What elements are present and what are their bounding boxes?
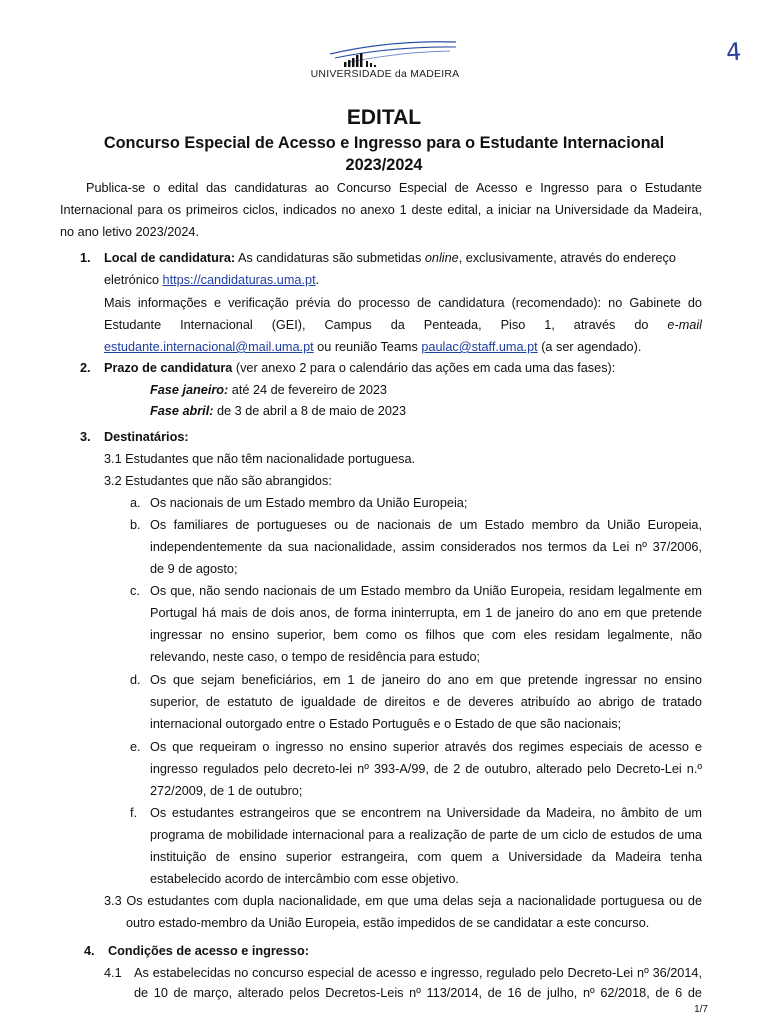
section-1-line-2: eletrónico https://candidaturas.uma.pt. <box>104 273 320 287</box>
item-a-line-1: Os nacionais de um Estado membro da União Europeia; <box>150 496 468 510</box>
item-f-line-1: Os estudantes estrangeiros que se encontrem na Universidade da Madeira, no âmbito de um <box>150 806 702 820</box>
section-4-1-number: 4.1 <box>104 966 122 980</box>
section-4-1-line-1: As estabelecidas no concurso especial de acesso e ingresso, regulado pelo Decreto-Lei nº 36/2014, <box>134 966 702 980</box>
section-3-3-line-1: 3.3 Os estudantes com dupla nacionalidade, em que uma delas seja a nacionalidade portuguesa ou de <box>104 894 702 908</box>
item-c-line-2: Portugal há mais de dois anos, de forma ininterrupta, em 1 de janeiro do ano em que pretende <box>150 606 702 620</box>
section-3-3-line-2: outro estado-membro da União Europeia, estão impedidos de se candidatar a este concurso. <box>126 916 650 930</box>
item-d-line-2: superior, de estatuto de igualdade de direitos e de deveres atribuído ao abrigo de tratado <box>150 695 702 709</box>
phase-april: Fase abril: de 3 de abril a 8 de maio de 2023 <box>150 404 407 418</box>
item-c-line-3: ingressar no ensino superior, bem como os filhos que com eles residam legalmente, não <box>150 628 702 642</box>
document-subtitle <box>40 132 728 176</box>
section-3-number: 3. <box>80 430 91 444</box>
candidaturas-link[interactable]: https://candidaturas.uma.pt <box>162 273 316 287</box>
phase-january: Fase janeiro: até 24 de fevereiro de 2023 <box>150 383 387 397</box>
document-title: EDITAL <box>346 106 422 129</box>
section-2-line-1: Prazo de candidatura (ver anexo 2 para o calendário das ações em cada uma das fases): <box>104 361 616 375</box>
handwritten-page-number: 4 <box>725 37 743 67</box>
section-1-line-5: estudante.internacional@mail.uma.pt ou reunião Teams paulac@staff.uma.pt (a ser agendado). <box>104 340 642 354</box>
item-c-label: c. <box>130 584 140 598</box>
item-d-label: d. <box>130 673 141 687</box>
section-1-number: 1. <box>80 251 91 265</box>
item-d-line-1: Os que sejam beneficiários, em 1 de janeiro do ano em que pretende ingressar no ensino <box>150 673 702 687</box>
item-e-line-3: 272/2009, de 1 de outubro; <box>150 784 303 798</box>
item-f-label: f. <box>130 806 138 820</box>
item-b-line-2: independentemente da sua nacionalidade, assim considerados nos termos da Lei nº 37/2006, <box>150 540 702 554</box>
item-c-line-1: Os que, não sendo nacionais de um Estado membro da União Europeia, residam legalmente em <box>150 584 702 598</box>
item-a-label: a. <box>130 496 141 510</box>
section-4-heading: Condições de acesso e ingresso: <box>108 944 309 958</box>
intro-line-2: Internacional para os primeiros ciclos, indicados no anexo 1 deste edital, a iniciar na Universidade da Madeira, <box>60 203 702 217</box>
subtitle-line-1: Concurso Especial de Acesso e Ingresso para o Estudante Internacional <box>103 134 665 152</box>
university-logo <box>300 38 470 80</box>
intro-line-3: no ano letivo 2023/2024. <box>60 225 199 239</box>
page-number: 1/7 <box>694 1004 708 1015</box>
item-b-line-1: Os familiares de portugueses ou de nacionais de um Estado membro da União Europeia, <box>150 518 702 532</box>
section-3-2: 3.2 Estudantes que não são abrangidos: <box>104 474 332 488</box>
section-1-line-1: Local de candidatura: As candidaturas são submetidas online, exclusivamente, através do endereço <box>104 251 676 265</box>
university-logo-icon <box>310 38 460 68</box>
section-3-1: 3.1 Estudantes que não têm nacionalidade portuguesa. <box>104 452 416 466</box>
section-4-1-line-2: de 10 de março, alterado pelos Decretos-Leis nº 113/2014, de 16 de julho, nº 62/2018, de 6 de <box>134 986 702 1000</box>
section-2-number: 2. <box>80 361 91 375</box>
item-f-line-2: programa de mobilidade internacional para a realização de parte de um ciclo de estudos de uma <box>150 828 702 842</box>
section-1-line-3: Mais informações e verificação prévia do processo de candidatura (recomendado): no Gabinete do <box>104 296 702 310</box>
item-c-line-4: relevando, neste caso, o tempo de residência para estudo; <box>150 650 481 664</box>
item-e-line-1: Os que requeiram o ingresso no ensino superior através dos regimes especiais de acesso e <box>150 740 702 754</box>
intro-line-1: Publica-se o edital das candidaturas ao Concurso Especial de Acesso e Ingresso para o Estudante <box>86 181 702 195</box>
item-b-label: b. <box>130 518 141 532</box>
item-d-line-3: internacional outorgado entre o Estado Português e o Estado de que são nacionais; <box>150 717 622 731</box>
section-4-number: 4. <box>84 944 95 958</box>
item-e-label: e. <box>130 740 141 754</box>
section-3-heading: Destinatários: <box>104 430 189 444</box>
teams-email-link[interactable]: paulac@staff.uma.pt <box>421 340 538 354</box>
item-e-line-2: ingresso regulados pelo decreto-lei nº 393-A/99, de 2 de outubro, alterado pelo Decreto-Lei n.º <box>150 762 702 776</box>
gei-email-link[interactable]: estudante.internacional@mail.uma.pt <box>104 340 314 354</box>
item-f-line-3: instituição de ensino superior estrangeira, com quem a Universidade da Madeira tenha <box>150 850 702 864</box>
section-1-line-4: Estudante Internacional (GEI), Campus da Penteada, Piso 1, através do e-mail <box>104 318 702 332</box>
item-f-line-4: estabelecido acordo de intercâmbio com esse objetivo. <box>150 872 459 886</box>
institution-name: UNIVERSIDADE da MADEIRA <box>310 68 460 80</box>
subtitle-line-2: 2023/2024 <box>345 156 423 174</box>
item-b-line-3: de 9 de agosto; <box>150 562 238 576</box>
